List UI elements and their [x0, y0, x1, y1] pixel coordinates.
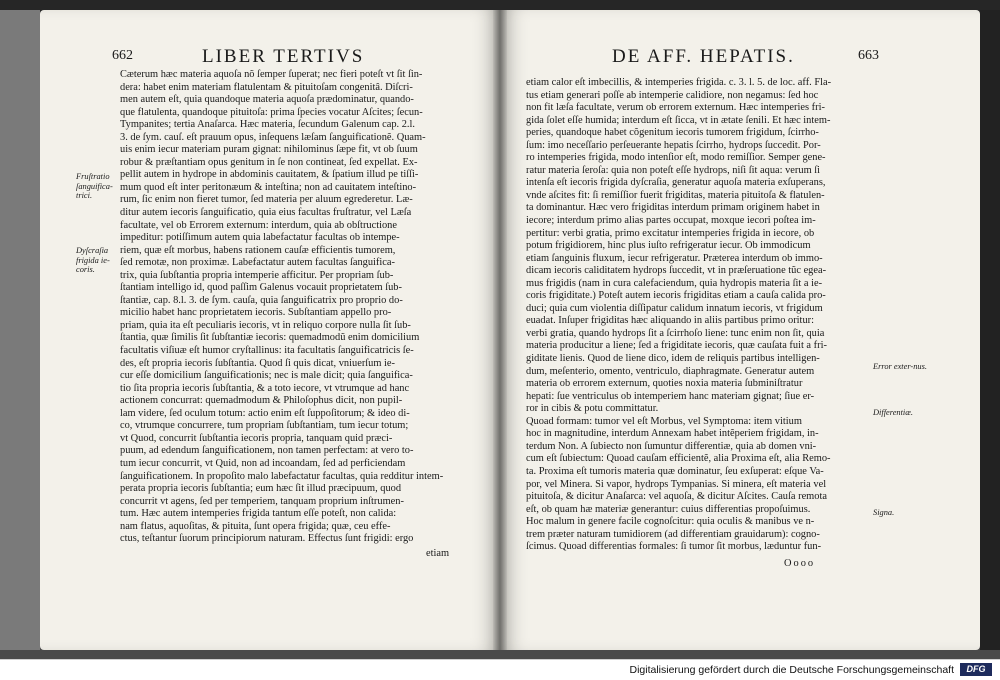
margin-note-signa: Signa.	[873, 508, 895, 517]
left-text-line: concurrit vt agens, ſed per temperiem, tanquam proprium inſtrumen-	[120, 495, 404, 507]
right-text-line: verbi gratia, quando hydrops ſit a ſcirrhoſo liene: tunc enim non ſit, quia	[526, 327, 825, 339]
right-text-line: ſum: imo neceſſario perſeuerante hepatis ſcirrho, hydrops ſuccedit. Por-	[526, 139, 821, 151]
right-text-line: pertitur: verbi gratia, primo excitatur intemperies frigida in iecore, ob	[526, 227, 815, 239]
right-text-line: coris frigiditate.) Poteſt autem iecoris frigiditas etiam a cauſa calida pro-	[526, 290, 826, 302]
left-running-head: LIBER TERTIVS	[202, 46, 365, 67]
left-text-line: ſtantiam intelligo id, quod paſſim Galenus vocauit proprietatem ſub-	[120, 282, 402, 294]
left-text-line: ſtantiæ, cap. 8.l. 3. de ſym. cauſa, quia ſanguificatrix pro proprio do-	[120, 294, 403, 306]
right-signature-mark: Oooo	[784, 558, 816, 569]
right-text-line: intenſa eſt iecoris frigida dyſcraſia, generatur aquoſa materia exſuperans,	[526, 177, 826, 189]
right-text-line: ratur materia ſeroſa: quia non poteſt eſſe hydrops, niſi ſit aqua: verum ſi	[526, 164, 821, 176]
left-text-line: uis enim iecur materiam puram gignat: nihilominus ſæpe fit, vt ob ſuum	[120, 144, 418, 156]
left-text-line: trix, quia ſubſtantia propria intemperie afficitur. Per propriam ſub-	[120, 269, 394, 281]
left-text-line: ſanguificationem. In propoſito malo labefactatur facultas, quia redditur intem-	[120, 470, 444, 482]
left-text-line: men autem eſt, quia quandoque materia aquoſa prædominatur, quando-	[120, 94, 414, 106]
right-text-line: iecore; interdum primo alias partes occupat, moxque iecori poſtea im-	[526, 215, 816, 227]
left-text-line: micilio habet hanc proprietatem iecoris. Subſtantiam appello pro-	[120, 307, 392, 319]
right-text-line: etiam ſanguinis fluxum, iecur refrigeratur. Præterea interdum ob immo-	[526, 252, 823, 264]
right-text-line: vnde aſcites fit: ſi remiſſior fuerit frigiditas, materia pituitoſa & flatulen-	[526, 189, 825, 201]
left-text-line: Tympanites; tertia Anaſarca. Hæc materia, ſecundum Galenum cap. 2.l.	[120, 119, 416, 131]
right-text-line: non fit læſa facultate, verum ob errorem externum. Hæc intemperies fri-	[526, 102, 825, 114]
left-catchword: etiam	[426, 548, 450, 559]
right-book-edge	[980, 10, 1000, 650]
left-text-line: cur eſſe domicilium ſanguificationis; nec is male dicit; quia ſanguifica-	[120, 370, 413, 382]
right-text-line: materia producitur a liene; ſed a frigiditate iecoris, quæ cauſata fuit a fri-	[526, 340, 827, 352]
right-page-number: 663	[858, 48, 879, 63]
left-text-line: Cæterum hæc materia aquoſa nõ ſemper ſuperat; nec fieri poteſt vt ſit ſin-	[120, 69, 423, 80]
left-book-edge	[0, 10, 40, 650]
left-text-line: rum, ſic enim non fieret tumor, ſed materia per aluum egrederetur. Læ-	[120, 194, 413, 206]
right-running-head: DE AFF. HEPATIS.	[612, 46, 795, 67]
left-text-line: nam flatus, aquoſitas, & pituita, ſunt opera frigida; quæ, ceu effe-	[120, 520, 391, 532]
right-text-line: cum eſt ſubiectum: Quoad cauſam efficientẽ, alia Proxima eſt, alia Remo-	[526, 453, 831, 465]
right-text-line: dum, meſenterio, omento, ventriculo, diaphragmate. Generatur autem	[526, 365, 815, 377]
left-text-line: pellit autem in hydrope in abdominis cauitatem, & ſpatium illud pe tiſſi-	[120, 169, 419, 181]
margin-note-differentiae: Differentiæ.	[873, 408, 913, 417]
right-text-line: euadat. Inſuper frigiditas hæc aliquando in aliis partibus primo oritur:	[526, 315, 814, 327]
right-text-line: Quoad formam: tumor vel eſt Morbus, vel Symptoma: item vitium	[526, 415, 802, 427]
left-text-line: facultatis viſiuæ eſt humor cryſtallinus: ita facultatis ſanguificatricis ſe-	[120, 345, 414, 357]
right-text-line: por, vel Minera. Si vapor, hydrops Tympanias. Si minera, eſt materia vel	[526, 478, 827, 490]
right-text-line: ta. Proxima eſt tumoris materia quæ dominatur, ſeu exſuperat: eſque Va-	[526, 465, 824, 477]
left-body-text	[120, 69, 443, 546]
left-text-line: ſed remotæ, non proximæ. Labefactatur autem facultas ſanguifica-	[120, 257, 395, 269]
dfg-logo: DFG	[960, 663, 992, 676]
left-text-line: facultate, vel ob Errorem externum: interdum, quia ab obſtructione	[120, 219, 397, 231]
right-text-line: trem præter naturam tumidiorem (ad differentiam grauidarum): cogno-	[526, 528, 820, 540]
right-text-line: ta dominantur. Hæc vero frigiditas interdum primam originem habet in	[526, 202, 820, 214]
right-text-line: dicam iecoris caliditatem hydrops ſuccedit, vt in præſeruatione tũc egea-	[526, 265, 827, 277]
right-text-line: hepati: ſue ventriculus ob intemperiem hanc materiam gignat; ſiue er-	[526, 390, 815, 402]
left-text-line: perata propria iecoris ſubſtantia; eum hæc ſit illud præcipuum, quod	[120, 483, 402, 495]
left-text-line: ſtantia, quæ ſimilis ſit ſubſtantiæ iecoris: quemadmodũ enim domicilium	[120, 332, 420, 344]
left-text-line: robur & præſtantiam opus genitum in ſe non contineat, ſed expellat. Ex-	[120, 156, 418, 168]
right-text-line: peries, quandoque habet cõgenitum iecoris tumorem frigidum, ſcirrho-	[526, 127, 819, 139]
left-text-line: lam videre, ſed oculum totum: actio enim eſt ſuppoſitorum; & ideo di-	[120, 407, 410, 419]
right-body-text	[526, 77, 831, 554]
margin-note-frustratio: Fruſtratio ſanguifica-trici.	[76, 172, 113, 201]
left-text-line: ditur autem iecoris ſanguificatio, quia eius facultas fruſtratur, vel Læſa	[120, 207, 412, 219]
left-text-line: mum quod eſt inter peritonæum & inteſtina; non ad cauitatem inteſtino-	[120, 181, 417, 193]
left-text-line: vt Quod, concurrit ſubſtantia iecoris propria, tanquam quid præci-	[120, 432, 393, 444]
left-text-line: co, vtrumque concurrere, tum propriam ſubſtantiam, tum iecur totum;	[120, 420, 409, 432]
right-text-line: eſt, ob quam hæ materiæ generantur: cuius differentias propoſuimus.	[526, 503, 811, 515]
right-text-line: mus frigidis (nam in cura calefaciendum, quia hydropis materia ſit a ie-	[526, 277, 823, 289]
left-text-line: tum. Hæc autem intemperies frigida tantum eſſe poteſt, non calida:	[120, 508, 397, 520]
left-text-line: impeditur: potiſſimum autem quia labefactatur facultas ob intempe-	[120, 232, 400, 244]
right-text-line: hoc in magnitudine, interdum Annexam habet intẽperiem frigidam, in-	[526, 428, 819, 440]
right-text-line: tus etiam generari poſſe ab intemperie calidiore, non negamus: ſed hoc	[526, 89, 819, 101]
footer-bar	[0, 659, 1000, 680]
right-page	[500, 10, 980, 650]
right-text-line: Hoc malum in genere facile cognoſcitur: quia oculis & manibus ve n-	[526, 516, 815, 528]
left-text-line: tio ſita propria iecoris ſubſtantia, & a toto iecore, vt vtrumque ad hanc	[120, 382, 410, 394]
left-text-line: puum, ad edendum ſanguificationem, non tamen perfectam: at vero to-	[120, 445, 414, 457]
right-text-line: etiam calor eſt imbecillis, & intemperies frigida. c. 3. l. 5. de loc. aff. Fla-	[526, 77, 832, 88]
right-text-line: gida ſolet eſſe humida; interdum eſt ſicca, vt in ætate ſenili. Et hæc intem-	[526, 114, 831, 126]
left-page	[40, 10, 500, 650]
right-text-line: pituitoſa, & dicitur Anaſarca: vel aquoſa, & dicitur Aſcites. Cauſa remota	[526, 491, 827, 503]
right-text-line: duci; quia cum violentia diſſipatur calidum innatum iecoris, vt frigidum	[526, 302, 823, 314]
left-text-line: 3. de ſym. cauſ. eſt prauum opus, inſequens læſam ſanguificationẽ. Quam-	[120, 131, 426, 143]
left-text-line: priam, quia ita eſt peculiaris iecoris, vt in reliquo corpore nulla ſit ſub-	[120, 319, 411, 331]
footer-credit: Digitalisierung gefördert durch die Deutsche Forschungsgemeinschaft	[629, 664, 954, 676]
left-text-line: que flatulenta, quandoque pituitoſa: prima ſpecies vocatur Aſcites; ſecun-	[120, 106, 423, 118]
right-text-line: materia ob errorem externum, quoties noxia materia ſubminiſtratur	[526, 378, 803, 390]
right-text-line: ro intemperies frigida, modo intenſior eſt, modo remiſſior. Semper gene-	[526, 152, 826, 164]
margin-note-error-externus: Error exter-nus.	[873, 362, 927, 371]
right-text-line: terdum Non. A ſubiecto non ſumuntur differentiæ, quia ab domen vni-	[526, 440, 817, 452]
left-text-line: des, eſt propria iecoris ſubſtantia. Quod ſi quis dicat, vniuerſum ie-	[120, 357, 395, 369]
left-text-line: dera: habet enim materiam flatulentam & pituitoſam congenitâ. Diſcri-	[120, 81, 413, 93]
book-gutter	[493, 10, 507, 650]
right-text-line: giditate lienis. Quod de liene dico, idem de reliquis partibus intelligen-	[526, 353, 820, 365]
left-text-line: riem, quæ eſt morbus, habens rationem cauſæ efficientis tumorem,	[120, 244, 396, 256]
right-text-line: potum frigidiorem, hinc plus iuſto refrigeratur iecur. Ob immodicum	[526, 240, 811, 252]
right-text-line: ſcimus. Quoad differentias formales: ſi tumor ſit morbus, læduntur fun-	[526, 541, 822, 553]
left-text-line: actionem concurrat: quemadmodum & Philoſophus dicit, non pupil-	[120, 395, 403, 407]
margin-note-dyscrasia: Dyſcraſia frigida ie-coris.	[76, 246, 110, 275]
left-page-number: 662	[112, 48, 133, 63]
right-text-line: ror in cibis & potu committatur.	[526, 403, 659, 415]
left-text-line: ctus, teſtantur ſuorum principiorum naturam. Effectus ſunt frigidi: ergo	[120, 533, 414, 545]
left-text-line: tum iecur concurrit, vt Quid, non ad incoandam, ſed ad perficiendam	[120, 457, 406, 469]
